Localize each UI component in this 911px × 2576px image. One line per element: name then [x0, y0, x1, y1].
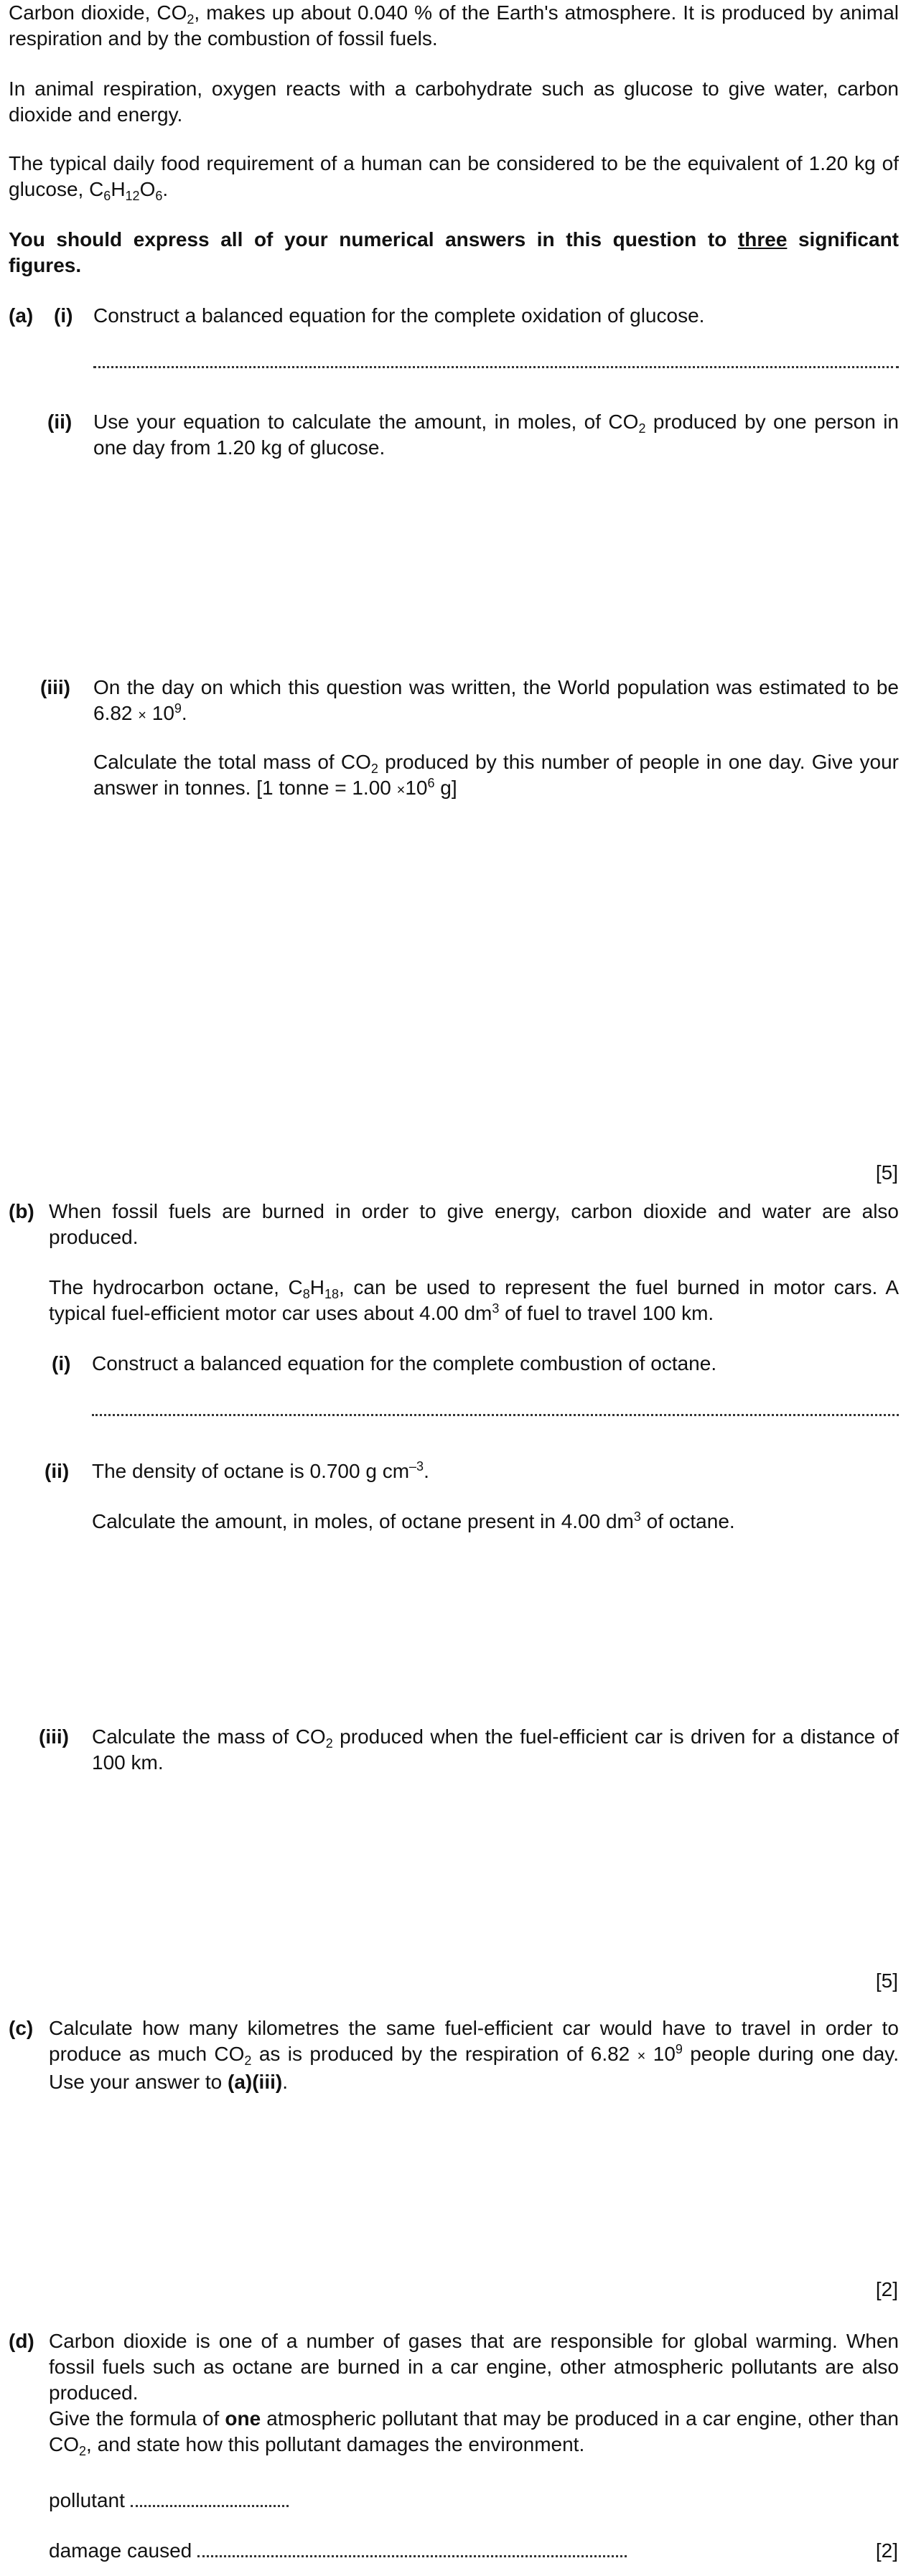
part-a-i-question: Construct a balanced equation for the complete oxidation of glucose. — [93, 304, 705, 327]
pollutant-answer-line[interactable] — [131, 2505, 289, 2507]
part-b-i-label: (i) — [52, 1352, 71, 1374]
damage-answer-row — [49, 2538, 767, 2564]
instruction-sig-figs: You should express all of your numerical answers in this question to three significant figures. — [9, 228, 899, 276]
part-d-question-2: Give the formula of one atmospheric pollutant that may be produced in a car engine, other than $CO_2$, and state how this pollutant damages the environment. — [49, 2407, 899, 2458]
part-d-question-1: Carbon dioxide is one of a number of gases that are responsible for global warming. When fossil fuels such as octane are burned in a car engine, other atmospheric pollutants are also produced. — [49, 2330, 899, 2404]
part-b-intro-1: When fossil fuels are burned in order to give energy, carbon dioxide and water are also produced. — [49, 1200, 899, 1248]
part-b-iii-question: Calculate the mass of $CO_2$ produced when the fuel-efficient car is driven for a distance of 100 km. — [92, 1725, 899, 1774]
part-b-intro-2: The hydrocarbon octane, $C_8H_{18}$, can be used to represent the fuel burned in motor cars. A typical fuel-efficient motor car uses about 4.00 $dm^3$ of fuel to travel 100 km. — [49, 1276, 899, 1324]
part-c-label: (c) — [9, 2017, 34, 2039]
intro-paragraph-2: In animal respiration, oxygen reacts with a carbohydrate such as glucose to give water, carbon dioxide and energy. — [9, 78, 899, 126]
part-a-ii-question: Use your equation to calculate the amount, in moles, of $CO_2$ produced by one person in one day from 1.20 kg of glucose. — [93, 411, 899, 459]
intro-paragraph-1: Carbon dioxide, $CO_2$, makes up about 0.040 % of the Earth's atmosphere. It is produced by animal respiration and by the combustion of fossil fuels. — [9, 1, 899, 50]
part-a-label: (a) — [9, 304, 34, 327]
part-c-question: Calculate how many kilometres the same fuel-efficient car would have to travel in order to produce as much $CO_2$ as is produced by the respiration of $6.82 \times 10^9$ people during one day. Use your answer to (a)(iii). — [49, 2017, 899, 2093]
part-a-iii-label: (iii) — [40, 676, 70, 698]
part-b-ii-question-2: Calculate the amount, in moles, of octane present in 4.00 $dm^3$ of octane. — [92, 1509, 735, 1532]
intro-paragraph-3: The typical daily food requirement of a human can be considered to be the equivalent of 1.20 kg of glucose, $C_6H_{12}O_6$. — [9, 152, 899, 203]
answer-line-a-i[interactable] — [93, 366, 899, 368]
pollutant-answer-row — [49, 2488, 551, 2514]
pollutant-label: pollutant — [49, 2489, 125, 2511]
part-a-iii-question-2: Calculate the total mass of $CO_2$ produced by this number of people in one day. Give your answer in tonnes. [1 tonne = $1.00 \times 10^6$ g] — [93, 751, 899, 799]
part-a-marks: [5] — [875, 1161, 898, 1184]
part-a-i-label: (i) — [54, 304, 73, 327]
damage-label: damage caused — [49, 2539, 192, 2562]
part-b-i-question: Construct a balanced equation for the complete combustion of octane. — [92, 1352, 717, 1374]
part-d-label: (d) — [9, 2330, 34, 2352]
part-a-ii-label: (ii) — [47, 411, 73, 433]
part-b-ii-label: (ii) — [45, 1460, 70, 1482]
part-a-iii-question-1: On the day on which this question was written, the World population was estimated to be $6.82 \times 10^9$. — [93, 676, 899, 724]
damage-answer-line[interactable] — [197, 2555, 627, 2557]
part-d-marks: [2] — [875, 2539, 898, 2562]
part-b-iii-label: (iii) — [39, 1725, 69, 1748]
part-b-marks: [5] — [875, 1970, 898, 1992]
answer-line-b-i[interactable] — [92, 1414, 899, 1416]
part-b-label: (b) — [9, 1200, 34, 1222]
part-b-ii-question-1: The density of octane is 0.700 g $cm^{-3}$. — [92, 1459, 429, 1482]
part-c-marks: [2] — [875, 2278, 898, 2300]
